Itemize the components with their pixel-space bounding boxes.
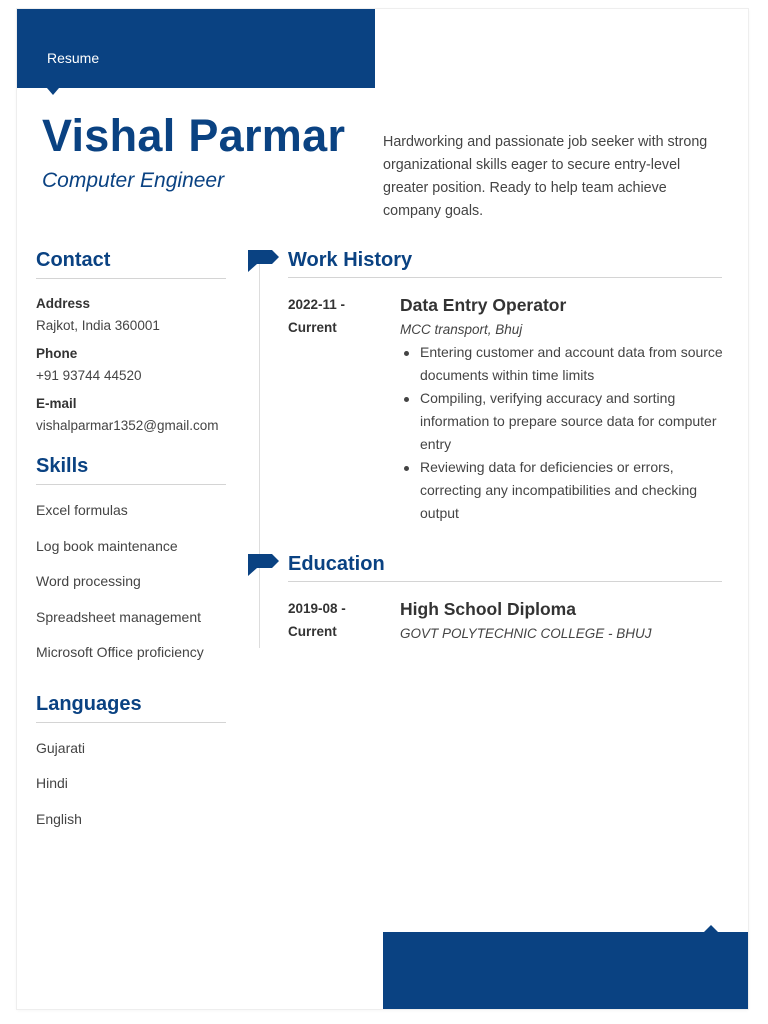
email-label: E-mail: [36, 396, 77, 411]
languages-heading: Languages: [36, 693, 226, 723]
language-item: English: [36, 810, 82, 827]
skill-item: Word processing: [36, 573, 141, 589]
address-label: Address: [36, 296, 91, 311]
languages-list: [36, 731, 226, 838]
education-entry-date-start: 2019-08 -: [288, 601, 346, 616]
work-entry-bullets: [400, 341, 725, 525]
skill-item: Log book maintenance: [36, 537, 178, 554]
contact-heading: Contact: [36, 249, 226, 279]
skills-list: [36, 493, 226, 671]
work-history-flag-icon: [248, 250, 279, 272]
education-entry-body: [400, 597, 725, 645]
candidate-job-title: Computer Engineer: [42, 169, 225, 192]
work-bullet: Reviewing data for deficiencies or errors, correcting any incompatibilities and checking output: [420, 456, 725, 525]
resume-page: [17, 9, 748, 1009]
education-entry-date-end: Current: [288, 624, 337, 639]
education-heading: Education: [288, 553, 722, 582]
bottom-banner-pointer: [704, 925, 718, 932]
email-value: vishalparmar1352@gmail.com: [36, 418, 219, 433]
skill-item: Excel formulas: [36, 502, 128, 518]
left-column: [36, 249, 226, 837]
candidate-name: Vishal Parmar: [42, 110, 346, 161]
skills-heading: Skills: [36, 455, 226, 485]
phone-label: Phone: [36, 346, 78, 361]
timeline-line: [259, 259, 260, 648]
contact-section: [36, 295, 226, 437]
education-flag-icon: [248, 554, 279, 576]
banner-label: Resume: [47, 50, 100, 66]
skill-item: Microsoft Office proficiency: [36, 644, 204, 660]
education-entry-degree: High School Diploma: [400, 599, 576, 619]
bottom-banner: [383, 932, 748, 1009]
work-entry-role: Data Entry Operator: [400, 295, 567, 315]
work-entry-date-start: 2022-11 -: [288, 297, 346, 312]
work-bullet: Compiling, verifying accuracy and sorting information to prepare source data for computer entry: [420, 387, 725, 456]
work-entry-body: [400, 293, 725, 525]
work-entry-company: MCC transport, Bhuj: [400, 322, 523, 337]
top-banner: [17, 9, 375, 88]
language-item: Gujarati: [36, 739, 86, 756]
work-history-heading: Work History: [288, 249, 722, 278]
work-bullet: Entering customer and account data from source documents within time limits: [420, 341, 725, 387]
address-value: Rajkot, India 360001: [36, 318, 160, 333]
profile-summary: Hardworking and passionate job seeker with strong organizational skills eager to secure entry-level greater position. Ready to help team achieve company goals.: [383, 134, 708, 219]
work-entry-date: [288, 293, 378, 339]
banner-pointer: [47, 88, 59, 95]
skill-item: Spreadsheet management: [36, 608, 201, 625]
phone-value: +91 93744 44520: [36, 368, 142, 383]
education-entry-school: GOVT POLYTECHNIC COLLEGE - BHUJ: [400, 626, 652, 641]
education-entry-date: [288, 597, 378, 643]
work-entry-date-end: Current: [288, 320, 337, 335]
language-item: Hindi: [36, 775, 68, 791]
